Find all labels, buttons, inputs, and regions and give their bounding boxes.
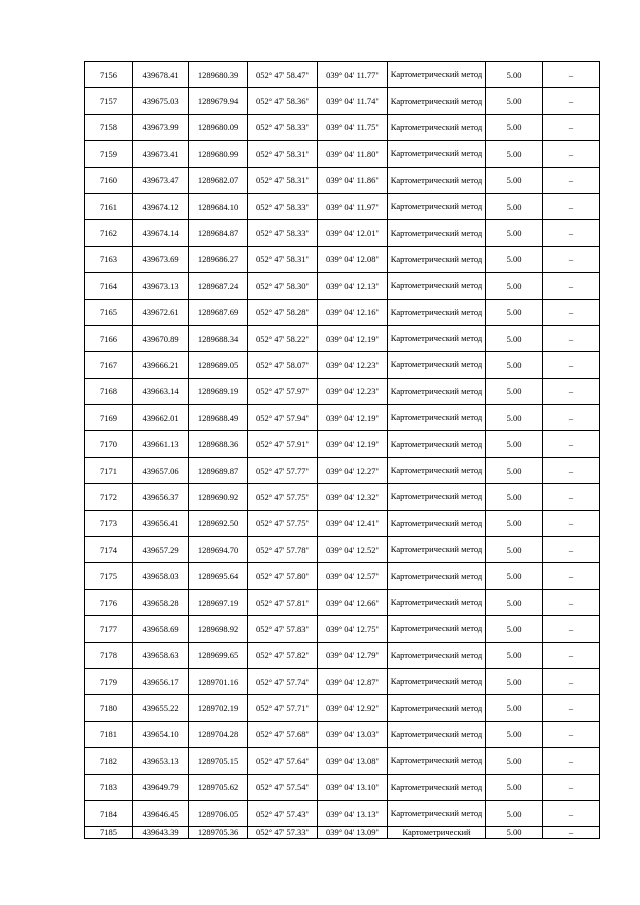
x-coordinate-cell: 439666.21 bbox=[133, 352, 189, 378]
accuracy-cell: 5.00 bbox=[486, 563, 543, 589]
description-cell: – bbox=[543, 88, 600, 114]
latitude-cell: 052° 47' 57.78" bbox=[248, 537, 318, 563]
x-coordinate-cell: 439658.69 bbox=[133, 616, 189, 642]
point-number-cell: 7163 bbox=[85, 246, 133, 272]
table-row bbox=[85, 299, 600, 325]
y-coordinate-cell: 1289706.05 bbox=[189, 800, 248, 826]
latitude-cell: 052° 47' 57.82" bbox=[248, 642, 318, 668]
point-number-cell: 7175 bbox=[85, 563, 133, 589]
latitude-cell: 052° 47' 57.71" bbox=[248, 695, 318, 721]
y-coordinate-cell: 1289688.49 bbox=[189, 405, 248, 431]
accuracy-cell: 5.00 bbox=[486, 484, 543, 510]
accuracy-cell: 5.00 bbox=[486, 774, 543, 800]
latitude-cell: 052° 47' 58.28" bbox=[248, 299, 318, 325]
latitude-cell: 052° 47' 58.33" bbox=[248, 193, 318, 219]
x-coordinate-cell: 439673.99 bbox=[133, 114, 189, 140]
y-coordinate-cell: 1289684.87 bbox=[189, 220, 248, 246]
x-coordinate-cell: 439675.03 bbox=[133, 88, 189, 114]
x-coordinate-cell: 439658.28 bbox=[133, 589, 189, 615]
latitude-cell: 052° 47' 58.31" bbox=[248, 167, 318, 193]
method-cell: Картометрический метод bbox=[388, 299, 486, 325]
x-coordinate-cell: 439646.45 bbox=[133, 800, 189, 826]
x-coordinate-cell: 439657.06 bbox=[133, 457, 189, 483]
method-cell: Картометрический метод bbox=[388, 563, 486, 589]
point-number-cell: 7167 bbox=[85, 352, 133, 378]
accuracy-cell: 5.00 bbox=[486, 378, 543, 404]
table-row bbox=[85, 246, 600, 272]
latitude-cell: 052° 47' 57.80" bbox=[248, 563, 318, 589]
latitude-cell: 052° 47' 58.22" bbox=[248, 325, 318, 351]
accuracy-cell: 5.00 bbox=[486, 352, 543, 378]
description-cell: – bbox=[543, 695, 600, 721]
y-coordinate-cell: 1289688.36 bbox=[189, 431, 248, 457]
x-coordinate-cell: 439674.12 bbox=[133, 193, 189, 219]
longitude-cell: 039° 04' 12.19" bbox=[318, 405, 388, 431]
description-cell: – bbox=[543, 510, 600, 536]
table-row bbox=[85, 510, 600, 536]
latitude-cell: 052° 47' 57.94" bbox=[248, 405, 318, 431]
method-cell: Картометрический метод bbox=[388, 457, 486, 483]
y-coordinate-cell: 1289692.50 bbox=[189, 510, 248, 536]
longitude-cell: 039° 04' 12.75" bbox=[318, 616, 388, 642]
longitude-cell: 039° 04' 12.16" bbox=[318, 299, 388, 325]
y-coordinate-cell: 1289705.15 bbox=[189, 748, 248, 774]
longitude-cell: 039° 04' 13.10" bbox=[318, 774, 388, 800]
table-row bbox=[85, 721, 600, 747]
x-coordinate-cell: 439673.69 bbox=[133, 246, 189, 272]
longitude-cell: 039° 04' 11.86" bbox=[318, 167, 388, 193]
table-row bbox=[85, 405, 600, 431]
table-row bbox=[85, 352, 600, 378]
method-cell: Картометрический метод bbox=[388, 88, 486, 114]
point-number-cell: 7172 bbox=[85, 484, 133, 510]
longitude-cell: 039° 04' 11.77" bbox=[318, 62, 388, 88]
description-cell: – bbox=[543, 352, 600, 378]
description-cell: – bbox=[543, 589, 600, 615]
point-number-cell: 7157 bbox=[85, 88, 133, 114]
table-row bbox=[85, 220, 600, 246]
table-row bbox=[85, 589, 600, 615]
accuracy-cell: 5.00 bbox=[486, 325, 543, 351]
description-cell: – bbox=[543, 616, 600, 642]
longitude-cell: 039° 04' 11.74" bbox=[318, 88, 388, 114]
description-cell: – bbox=[543, 800, 600, 826]
accuracy-cell: 5.00 bbox=[486, 616, 543, 642]
longitude-cell: 039° 04' 12.23" bbox=[318, 378, 388, 404]
table-row bbox=[85, 537, 600, 563]
accuracy-cell: 5.00 bbox=[486, 589, 543, 615]
longitude-cell: 039° 04' 12.41" bbox=[318, 510, 388, 536]
table-row bbox=[85, 616, 600, 642]
table-row bbox=[85, 88, 600, 114]
latitude-cell: 052° 47' 57.43" bbox=[248, 800, 318, 826]
latitude-cell: 052° 47' 57.81" bbox=[248, 589, 318, 615]
method-cell: Картометрический метод bbox=[388, 405, 486, 431]
table-row bbox=[85, 827, 600, 839]
longitude-cell: 039° 04' 12.13" bbox=[318, 273, 388, 299]
method-cell: Картометрический метод bbox=[388, 141, 486, 167]
longitude-cell: 039° 04' 12.87" bbox=[318, 668, 388, 694]
accuracy-cell: 5.00 bbox=[486, 800, 543, 826]
coordinates-table bbox=[84, 61, 600, 839]
method-cell: Картометрический метод bbox=[388, 325, 486, 351]
description-cell: – bbox=[543, 563, 600, 589]
x-coordinate-cell: 439656.37 bbox=[133, 484, 189, 510]
longitude-cell: 039° 04' 12.01" bbox=[318, 220, 388, 246]
point-number-cell: 7176 bbox=[85, 589, 133, 615]
method-cell: Картометрический метод bbox=[388, 246, 486, 272]
x-coordinate-cell: 439656.41 bbox=[133, 510, 189, 536]
x-coordinate-cell: 439661.13 bbox=[133, 431, 189, 457]
y-coordinate-cell: 1289705.36 bbox=[189, 827, 248, 839]
point-number-cell: 7173 bbox=[85, 510, 133, 536]
latitude-cell: 052° 47' 57.77" bbox=[248, 457, 318, 483]
longitude-cell: 039° 04' 12.92" bbox=[318, 695, 388, 721]
y-coordinate-cell: 1289679.94 bbox=[189, 88, 248, 114]
table-row bbox=[85, 431, 600, 457]
longitude-cell: 039° 04' 12.23" bbox=[318, 352, 388, 378]
latitude-cell: 052° 47' 58.31" bbox=[248, 141, 318, 167]
table-row bbox=[85, 695, 600, 721]
y-coordinate-cell: 1289702.19 bbox=[189, 695, 248, 721]
description-cell: – bbox=[543, 299, 600, 325]
accuracy-cell: 5.00 bbox=[486, 827, 543, 839]
method-cell: Картометрический метод bbox=[388, 616, 486, 642]
y-coordinate-cell: 1289704.28 bbox=[189, 721, 248, 747]
point-number-cell: 7182 bbox=[85, 748, 133, 774]
latitude-cell: 052° 47' 57.74" bbox=[248, 668, 318, 694]
y-coordinate-cell: 1289680.99 bbox=[189, 141, 248, 167]
x-coordinate-cell: 439654.10 bbox=[133, 721, 189, 747]
description-cell: – bbox=[543, 141, 600, 167]
point-number-cell: 7159 bbox=[85, 141, 133, 167]
y-coordinate-cell: 1289695.64 bbox=[189, 563, 248, 589]
x-coordinate-cell: 439673.47 bbox=[133, 167, 189, 193]
description-cell: – bbox=[543, 193, 600, 219]
latitude-cell: 052° 47' 58.07" bbox=[248, 352, 318, 378]
y-coordinate-cell: 1289689.87 bbox=[189, 457, 248, 483]
description-cell: – bbox=[543, 774, 600, 800]
method-cell: Картометрический метод bbox=[388, 352, 486, 378]
description-cell: – bbox=[543, 827, 600, 839]
y-coordinate-cell: 1289697.19 bbox=[189, 589, 248, 615]
table-row bbox=[85, 484, 600, 510]
longitude-cell: 039° 04' 12.19" bbox=[318, 325, 388, 351]
y-coordinate-cell: 1289687.24 bbox=[189, 273, 248, 299]
x-coordinate-cell: 439653.13 bbox=[133, 748, 189, 774]
method-cell: Картометрический метод bbox=[388, 589, 486, 615]
y-coordinate-cell: 1289687.69 bbox=[189, 299, 248, 325]
description-cell: – bbox=[543, 246, 600, 272]
x-coordinate-cell: 439649.79 bbox=[133, 774, 189, 800]
point-number-cell: 7177 bbox=[85, 616, 133, 642]
method-cell: Картометрический метод bbox=[388, 62, 486, 88]
point-number-cell: 7164 bbox=[85, 273, 133, 299]
method-cell: Картометрический метод bbox=[388, 484, 486, 510]
longitude-cell: 039° 04' 11.80" bbox=[318, 141, 388, 167]
longitude-cell: 039° 04' 12.57" bbox=[318, 563, 388, 589]
table-row bbox=[85, 378, 600, 404]
table-row bbox=[85, 748, 600, 774]
table-row bbox=[85, 325, 600, 351]
longitude-cell: 039° 04' 11.97" bbox=[318, 193, 388, 219]
x-coordinate-cell: 439672.61 bbox=[133, 299, 189, 325]
latitude-cell: 052° 47' 58.30" bbox=[248, 273, 318, 299]
point-number-cell: 7171 bbox=[85, 457, 133, 483]
longitude-cell: 039° 04' 12.27" bbox=[318, 457, 388, 483]
method-cell: Картометрический метод bbox=[388, 273, 486, 299]
description-cell: – bbox=[543, 721, 600, 747]
y-coordinate-cell: 1289699.65 bbox=[189, 642, 248, 668]
x-coordinate-cell: 439658.03 bbox=[133, 563, 189, 589]
method-cell: Картометрический метод bbox=[388, 800, 486, 826]
x-coordinate-cell: 439673.13 bbox=[133, 273, 189, 299]
x-coordinate-cell: 439674.14 bbox=[133, 220, 189, 246]
method-cell: Картометрический метод bbox=[388, 510, 486, 536]
point-number-cell: 7181 bbox=[85, 721, 133, 747]
description-cell: – bbox=[543, 537, 600, 563]
x-coordinate-cell: 439678.41 bbox=[133, 62, 189, 88]
longitude-cell: 039° 04' 12.66" bbox=[318, 589, 388, 615]
description-cell: – bbox=[543, 220, 600, 246]
latitude-cell: 052° 47' 57.54" bbox=[248, 774, 318, 800]
longitude-cell: 039° 04' 12.52" bbox=[318, 537, 388, 563]
point-number-cell: 7165 bbox=[85, 299, 133, 325]
description-cell: – bbox=[543, 325, 600, 351]
accuracy-cell: 5.00 bbox=[486, 141, 543, 167]
method-cell: Картометрический метод bbox=[388, 721, 486, 747]
accuracy-cell: 5.00 bbox=[486, 167, 543, 193]
accuracy-cell: 5.00 bbox=[486, 220, 543, 246]
longitude-cell: 039° 04' 12.19" bbox=[318, 431, 388, 457]
y-coordinate-cell: 1289698.92 bbox=[189, 616, 248, 642]
point-number-cell: 7180 bbox=[85, 695, 133, 721]
description-cell: – bbox=[543, 273, 600, 299]
method-cell: Картометрический метод bbox=[388, 378, 486, 404]
point-number-cell: 7162 bbox=[85, 220, 133, 246]
y-coordinate-cell: 1289694.70 bbox=[189, 537, 248, 563]
point-number-cell: 7168 bbox=[85, 378, 133, 404]
accuracy-cell: 5.00 bbox=[486, 431, 543, 457]
description-cell: – bbox=[543, 431, 600, 457]
accuracy-cell: 5.00 bbox=[486, 114, 543, 140]
latitude-cell: 052° 47' 57.64" bbox=[248, 748, 318, 774]
accuracy-cell: 5.00 bbox=[486, 721, 543, 747]
latitude-cell: 052° 47' 58.36" bbox=[248, 88, 318, 114]
x-coordinate-cell: 439662.01 bbox=[133, 405, 189, 431]
method-cell: Картометрический метод bbox=[388, 167, 486, 193]
longitude-cell: 039° 04' 12.32" bbox=[318, 484, 388, 510]
y-coordinate-cell: 1289689.19 bbox=[189, 378, 248, 404]
latitude-cell: 052° 47' 57.68" bbox=[248, 721, 318, 747]
table-row bbox=[85, 114, 600, 140]
table-row bbox=[85, 642, 600, 668]
accuracy-cell: 5.00 bbox=[486, 88, 543, 114]
latitude-cell: 052° 47' 58.31" bbox=[248, 246, 318, 272]
longitude-cell: 039° 04' 11.75" bbox=[318, 114, 388, 140]
longitude-cell: 039° 04' 13.03" bbox=[318, 721, 388, 747]
point-number-cell: 7178 bbox=[85, 642, 133, 668]
table-row bbox=[85, 273, 600, 299]
description-cell: – bbox=[543, 62, 600, 88]
method-cell: Картометрический метод bbox=[388, 220, 486, 246]
table-row bbox=[85, 62, 600, 88]
x-coordinate-cell: 439663.14 bbox=[133, 378, 189, 404]
method-cell: Картометрический метод bbox=[388, 695, 486, 721]
longitude-cell: 039° 04' 12.79" bbox=[318, 642, 388, 668]
point-number-cell: 7169 bbox=[85, 405, 133, 431]
point-number-cell: 7156 bbox=[85, 62, 133, 88]
table-row bbox=[85, 141, 600, 167]
accuracy-cell: 5.00 bbox=[486, 273, 543, 299]
y-coordinate-cell: 1289680.39 bbox=[189, 62, 248, 88]
accuracy-cell: 5.00 bbox=[486, 748, 543, 774]
accuracy-cell: 5.00 bbox=[486, 510, 543, 536]
point-number-cell: 7183 bbox=[85, 774, 133, 800]
description-cell: – bbox=[543, 114, 600, 140]
latitude-cell: 052° 47' 58.47" bbox=[248, 62, 318, 88]
table-body bbox=[85, 62, 600, 839]
table-row bbox=[85, 563, 600, 589]
x-coordinate-cell: 439673.41 bbox=[133, 141, 189, 167]
method-cell: Картометрический метод bbox=[388, 748, 486, 774]
method-cell: Картометрический метод bbox=[388, 668, 486, 694]
x-coordinate-cell: 439656.17 bbox=[133, 668, 189, 694]
y-coordinate-cell: 1289689.05 bbox=[189, 352, 248, 378]
description-cell: – bbox=[543, 748, 600, 774]
y-coordinate-cell: 1289684.10 bbox=[189, 193, 248, 219]
description-cell: – bbox=[543, 642, 600, 668]
accuracy-cell: 5.00 bbox=[486, 668, 543, 694]
latitude-cell: 052° 47' 57.91" bbox=[248, 431, 318, 457]
point-number-cell: 7170 bbox=[85, 431, 133, 457]
x-coordinate-cell: 439658.63 bbox=[133, 642, 189, 668]
y-coordinate-cell: 1289688.34 bbox=[189, 325, 248, 351]
point-number-cell: 7166 bbox=[85, 325, 133, 351]
table-row bbox=[85, 800, 600, 826]
method-cell: Картометрический метод bbox=[388, 774, 486, 800]
description-cell: – bbox=[543, 405, 600, 431]
point-number-cell: 7161 bbox=[85, 193, 133, 219]
description-cell: – bbox=[543, 668, 600, 694]
accuracy-cell: 5.00 bbox=[486, 62, 543, 88]
table-row bbox=[85, 167, 600, 193]
y-coordinate-cell: 1289701.16 bbox=[189, 668, 248, 694]
method-cell: Картометрический метод bbox=[388, 537, 486, 563]
method-cell: Картометрический bbox=[388, 827, 486, 839]
accuracy-cell: 5.00 bbox=[486, 537, 543, 563]
point-number-cell: 7160 bbox=[85, 167, 133, 193]
table-row bbox=[85, 457, 600, 483]
point-number-cell: 7179 bbox=[85, 668, 133, 694]
latitude-cell: 052° 47' 57.83" bbox=[248, 616, 318, 642]
x-coordinate-cell: 439643.39 bbox=[133, 827, 189, 839]
y-coordinate-cell: 1289690.92 bbox=[189, 484, 248, 510]
point-number-cell: 7174 bbox=[85, 537, 133, 563]
description-cell: – bbox=[543, 457, 600, 483]
longitude-cell: 039° 04' 12.08" bbox=[318, 246, 388, 272]
latitude-cell: 052° 47' 57.33" bbox=[248, 827, 318, 839]
latitude-cell: 052° 47' 58.33" bbox=[248, 114, 318, 140]
x-coordinate-cell: 439657.29 bbox=[133, 537, 189, 563]
accuracy-cell: 5.00 bbox=[486, 246, 543, 272]
x-coordinate-cell: 439655.22 bbox=[133, 695, 189, 721]
point-number-cell: 7184 bbox=[85, 800, 133, 826]
latitude-cell: 052° 47' 57.75" bbox=[248, 510, 318, 536]
latitude-cell: 052° 47' 57.75" bbox=[248, 484, 318, 510]
description-cell: – bbox=[543, 167, 600, 193]
y-coordinate-cell: 1289682.07 bbox=[189, 167, 248, 193]
description-cell: – bbox=[543, 378, 600, 404]
accuracy-cell: 5.00 bbox=[486, 695, 543, 721]
table-row bbox=[85, 193, 600, 219]
table-row bbox=[85, 774, 600, 800]
accuracy-cell: 5.00 bbox=[486, 193, 543, 219]
table-row bbox=[85, 668, 600, 694]
point-number-cell: 7158 bbox=[85, 114, 133, 140]
latitude-cell: 052° 47' 58.33" bbox=[248, 220, 318, 246]
longitude-cell: 039° 04' 13.08" bbox=[318, 748, 388, 774]
y-coordinate-cell: 1289705.62 bbox=[189, 774, 248, 800]
longitude-cell: 039° 04' 13.09" bbox=[318, 827, 388, 839]
y-coordinate-cell: 1289680.09 bbox=[189, 114, 248, 140]
latitude-cell: 052° 47' 57.97" bbox=[248, 378, 318, 404]
method-cell: Картометрический метод bbox=[388, 114, 486, 140]
accuracy-cell: 5.00 bbox=[486, 642, 543, 668]
x-coordinate-cell: 439670.89 bbox=[133, 325, 189, 351]
method-cell: Картометрический метод bbox=[388, 193, 486, 219]
point-number-cell: 7185 bbox=[85, 827, 133, 839]
longitude-cell: 039° 04' 13.13" bbox=[318, 800, 388, 826]
y-coordinate-cell: 1289686.27 bbox=[189, 246, 248, 272]
method-cell: Картометрический метод bbox=[388, 642, 486, 668]
description-cell: – bbox=[543, 484, 600, 510]
accuracy-cell: 5.00 bbox=[486, 405, 543, 431]
accuracy-cell: 5.00 bbox=[486, 457, 543, 483]
accuracy-cell: 5.00 bbox=[486, 299, 543, 325]
method-cell: Картометрический метод bbox=[388, 431, 486, 457]
